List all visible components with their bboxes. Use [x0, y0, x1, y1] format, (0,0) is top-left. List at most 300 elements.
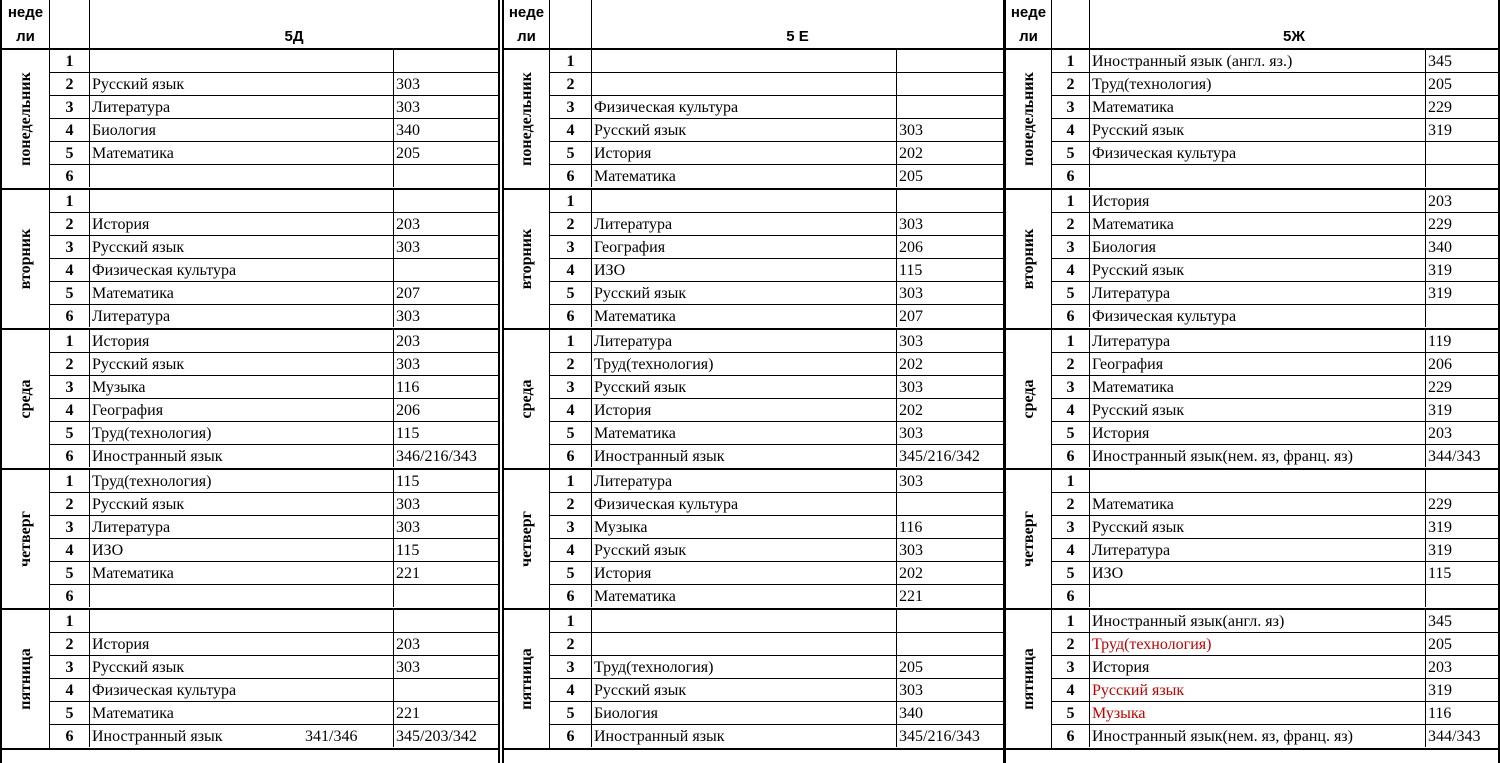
lesson-row: [50, 702, 498, 725]
lesson-room: 303: [899, 682, 923, 699]
lesson-number: 2: [550, 633, 592, 655]
lesson-subject: [592, 50, 897, 72]
lesson-subject: Иностранный язык(англ. яз): [1090, 610, 1426, 632]
lesson-subject: [592, 610, 897, 632]
lesson-row: [550, 96, 1003, 119]
weekday-name: вторник: [1019, 228, 1037, 290]
lesson-room: 229: [1428, 99, 1452, 116]
lesson-room: 116: [1428, 705, 1452, 722]
lesson-room: 116: [396, 379, 420, 396]
lesson-room: [897, 96, 1003, 118]
lesson-row: [1052, 399, 1498, 422]
lesson-subject: Литература: [592, 213, 897, 235]
lesson-number: 4: [550, 539, 592, 561]
weekday-label: [2, 470, 50, 608]
lesson-row: [550, 282, 1003, 305]
lesson-row: [1052, 165, 1498, 188]
lesson-row: [550, 585, 1003, 608]
lesson-row: [50, 470, 498, 493]
weekday-label: [2, 50, 50, 188]
lesson-room: 205: [899, 168, 923, 185]
weekday-name: пятница: [517, 648, 535, 710]
lesson-number: 4: [1052, 399, 1090, 421]
lesson-number: 3: [1052, 376, 1090, 398]
lesson-room: 115: [899, 262, 923, 279]
lesson-subject: [90, 165, 394, 187]
lesson-row: [50, 562, 498, 585]
lesson-room: 202: [899, 565, 923, 582]
lesson-number: 6: [550, 725, 592, 747]
lesson-subject: Русский язык: [90, 493, 394, 515]
lesson-subject: Математика: [592, 165, 897, 187]
lesson-number: 4: [1052, 679, 1090, 701]
lesson-row: [550, 562, 1003, 585]
lesson-subject: История: [1090, 656, 1426, 678]
lesson-row: [1052, 282, 1498, 305]
days-column-header-line: ли: [517, 28, 536, 45]
lesson-number: 6: [50, 585, 90, 607]
lesson-room: 203: [1428, 659, 1452, 676]
lesson-number: 3: [550, 376, 592, 398]
day-group: [1006, 50, 1498, 190]
lesson-number: 1: [50, 50, 90, 72]
lesson-subject: Труд(технология): [592, 353, 897, 375]
lesson-subject: Труд(технология): [1090, 73, 1426, 95]
weekday-label: [2, 610, 50, 748]
lesson-room: 229: [1428, 496, 1452, 513]
lesson-row: [50, 259, 498, 282]
lesson-number: 1: [550, 610, 592, 632]
lesson-row: [50, 633, 498, 656]
lesson-room: 303: [396, 659, 420, 676]
lesson-subject: Физическая культура: [90, 259, 394, 281]
lesson-room: 319: [1428, 122, 1452, 139]
lesson-number: 1: [1052, 330, 1090, 352]
lesson-room: 303: [899, 542, 923, 559]
lesson-row: [1052, 679, 1498, 702]
lesson-number: 3: [50, 376, 90, 398]
lesson-room: [1426, 142, 1498, 164]
lesson-number: 1: [550, 330, 592, 352]
lesson-number: 2: [1052, 213, 1090, 235]
lesson-subject: Иностранный язык: [592, 725, 897, 747]
lesson-number: 1: [550, 190, 592, 212]
lesson-row: [1052, 376, 1498, 399]
lesson-number: 6: [50, 305, 90, 327]
lesson-number: 5: [550, 422, 592, 444]
weekday-label: [504, 50, 550, 188]
lesson-number: 6: [1052, 725, 1090, 747]
lesson-number: 3: [1052, 656, 1090, 678]
lesson-row: [1052, 330, 1498, 353]
lesson-row: [1052, 633, 1498, 656]
lesson-row: [550, 142, 1003, 165]
lesson-row: [550, 119, 1003, 142]
lesson-number: 6: [1052, 165, 1090, 187]
weekday-label: [504, 190, 550, 328]
lesson-number: 2: [1052, 633, 1090, 655]
lesson-subject: Биология: [592, 702, 897, 724]
days-column-header-line: ли: [16, 28, 35, 45]
lesson-row: [550, 702, 1003, 725]
lesson-room: 319: [1428, 682, 1452, 699]
lesson-subject: ИЗО: [90, 539, 394, 561]
class-name-header: 5Д: [90, 0, 498, 50]
lesson-number: 4: [1052, 259, 1090, 281]
day-group: [1006, 330, 1498, 470]
lesson-number: 2: [550, 73, 592, 95]
lesson-row: [1052, 353, 1498, 376]
lesson-number: 2: [550, 213, 592, 235]
lesson-number: 6: [50, 165, 90, 187]
lesson-number: 2: [50, 633, 90, 655]
lesson-subject: Физическая культура: [592, 493, 897, 515]
lesson-subject: Математика: [90, 702, 394, 724]
lesson-subject: История: [592, 142, 897, 164]
lesson-row: [550, 50, 1003, 73]
weekday-name: пятница: [1019, 648, 1037, 710]
lesson-room: 206: [396, 402, 420, 419]
weekday-name: четверг: [16, 511, 34, 567]
lesson-row: [50, 610, 498, 633]
lesson-row: [1052, 516, 1498, 539]
lesson-room: 207: [396, 285, 420, 302]
lesson-number: 3: [50, 236, 90, 258]
lesson-room: 345/203/342: [396, 728, 477, 745]
class-block: [502, 0, 1005, 763]
lesson-row: [1052, 539, 1498, 562]
lesson-number: 4: [550, 679, 592, 701]
lesson-row: [550, 73, 1003, 96]
lesson-subject: Литература: [592, 330, 897, 352]
lesson-subject: [90, 610, 394, 632]
weekday-label: [1006, 470, 1052, 608]
weekday-label: [1006, 330, 1052, 468]
lesson-room: [897, 610, 1003, 632]
lesson-row: [1052, 305, 1498, 328]
lesson-number: 4: [50, 259, 90, 281]
lesson-subject: Русский язык: [1090, 399, 1426, 421]
lesson-number-header: [50, 0, 90, 50]
days-column-header: [1006, 0, 1052, 50]
lesson-number: 2: [550, 353, 592, 375]
weekday-name: четверг: [1019, 511, 1037, 567]
lesson-room: 205: [396, 145, 420, 162]
lesson-room: [1426, 470, 1498, 492]
lesson-number: 5: [50, 142, 90, 164]
lesson-room: 303: [899, 425, 923, 442]
lesson-number: 6: [1052, 445, 1090, 467]
lesson-subject: ИЗО: [1090, 562, 1426, 584]
lesson-subject: Русский язык: [1090, 119, 1426, 141]
lesson-room: 203: [396, 636, 420, 653]
day-group: [504, 50, 1003, 190]
lesson-room: 115: [396, 542, 420, 559]
lesson-subject: Литература: [1090, 282, 1426, 304]
lesson-subject: Музыка: [90, 376, 394, 398]
lesson-number: 5: [50, 562, 90, 584]
lesson-subject: История: [90, 213, 394, 235]
lesson-room: 229: [1428, 379, 1452, 396]
day-group: [2, 330, 498, 470]
days-column-header-line: неде: [7, 4, 44, 21]
lesson-row: [50, 96, 498, 119]
lesson-row: [550, 725, 1003, 748]
lesson-number: 3: [50, 96, 90, 118]
weekday-label: [2, 330, 50, 468]
weekday-name: вторник: [517, 228, 535, 290]
lesson-row: [50, 445, 498, 468]
lesson-subject: Русский язык: [90, 236, 394, 258]
lesson-room: 203: [1428, 425, 1452, 442]
lesson-subject: Труд(технология): [90, 422, 394, 444]
weekday-name: понедельник: [1019, 72, 1037, 166]
day-group: [1006, 470, 1498, 610]
weekday-label: [504, 330, 550, 468]
lesson-subject: Русский язык: [592, 679, 897, 701]
lesson-subject: Математика: [90, 282, 394, 304]
lesson-subject: Русский язык: [592, 282, 897, 304]
lesson-subject: Математика: [592, 585, 897, 607]
lesson-room: 202: [899, 356, 923, 373]
lesson-room: 119: [1428, 333, 1452, 350]
lesson-room: [1426, 305, 1498, 327]
lesson-row: [550, 633, 1003, 656]
lesson-subject: Литература: [90, 305, 394, 327]
lesson-number: 2: [1052, 353, 1090, 375]
lesson-row: [550, 399, 1003, 422]
lesson-room: [1426, 165, 1498, 187]
lesson-subject: Литература: [592, 470, 897, 492]
weekday-label: [504, 610, 550, 748]
lesson-room: 303: [899, 379, 923, 396]
lesson-row: [1052, 562, 1498, 585]
lesson-number: 4: [50, 539, 90, 561]
lesson-number: 4: [550, 119, 592, 141]
lesson-subject: Иностранный язык: [592, 445, 897, 467]
lesson-number: 3: [1052, 96, 1090, 118]
lesson-row: [550, 236, 1003, 259]
lesson-row: [550, 445, 1003, 468]
lesson-row: [550, 259, 1003, 282]
lesson-number: 1: [550, 470, 592, 492]
lesson-row: [1052, 585, 1498, 608]
lesson-room: 344/343: [1428, 728, 1481, 745]
lesson-row: [50, 73, 498, 96]
lesson-row: [550, 493, 1003, 516]
lesson-row: [50, 376, 498, 399]
class-name-header: 5 Е: [592, 0, 1003, 50]
lesson-row: [1052, 470, 1498, 493]
lesson-subject: Физическая культура: [592, 96, 897, 118]
lesson-room: 340: [396, 122, 420, 139]
lesson-number: 3: [50, 656, 90, 678]
lesson-number: 6: [50, 445, 90, 467]
lesson-subject: Литература: [90, 516, 394, 538]
lesson-room: 206: [899, 239, 923, 256]
lesson-room: 345/216/342: [899, 448, 980, 465]
lesson-row: [1052, 96, 1498, 119]
lesson-row: [1052, 119, 1498, 142]
lesson-subject: Русский язык: [1090, 516, 1426, 538]
lesson-room: 340: [899, 705, 923, 722]
lesson-number: 2: [50, 213, 90, 235]
weekday-name: среда: [16, 379, 34, 419]
lesson-room: 303: [899, 333, 923, 350]
lesson-row: [1052, 610, 1498, 633]
lesson-row: [550, 470, 1003, 493]
lesson-row: [1052, 259, 1498, 282]
lesson-row: [50, 493, 498, 516]
class-name-header: 5Ж: [1090, 0, 1498, 50]
lesson-row: [1052, 50, 1498, 73]
lesson-subject: Иностранный язык (англ. яз.): [1090, 50, 1426, 72]
lesson-number: 4: [50, 679, 90, 701]
lesson-number: 5: [1052, 702, 1090, 724]
day-group: [1006, 190, 1498, 330]
lesson-room: 303: [396, 356, 420, 373]
lesson-number: 2: [1052, 493, 1090, 515]
lesson-room: 205: [899, 659, 923, 676]
lesson-row: [1052, 702, 1498, 725]
lesson-room: 319: [1428, 402, 1452, 419]
lesson-number: 5: [50, 702, 90, 724]
lesson-subject: Математика: [90, 142, 394, 164]
lesson-subject: Музыка: [592, 516, 897, 538]
lesson-room: [897, 633, 1003, 655]
lesson-subject: [1090, 585, 1426, 607]
weekday-label: [2, 190, 50, 328]
lesson-row: [1052, 445, 1498, 468]
weekday-name: четверг: [517, 511, 535, 567]
lesson-row: [50, 516, 498, 539]
lesson-room: [897, 190, 1003, 212]
lesson-subject: Русский язык: [90, 353, 394, 375]
lesson-number: 1: [50, 470, 90, 492]
lesson-number-header: [1052, 0, 1090, 50]
lesson-number: 2: [50, 493, 90, 515]
lesson-subject: [90, 585, 394, 607]
lesson-room: 116: [899, 519, 923, 536]
lesson-extra-room: 341/346: [305, 728, 358, 745]
lesson-room: 115: [396, 473, 420, 490]
lesson-row: [50, 213, 498, 236]
lesson-room: 319: [1428, 262, 1452, 279]
lesson-row: [50, 585, 498, 608]
lesson-room: 340: [1428, 239, 1452, 256]
weekday-label: [1006, 50, 1052, 188]
lesson-row: [1052, 493, 1498, 516]
lesson-room: 303: [899, 122, 923, 139]
lesson-room: 221: [396, 705, 420, 722]
lesson-row: [1052, 656, 1498, 679]
lesson-number: 6: [50, 725, 90, 747]
lesson-number: 1: [1052, 470, 1090, 492]
lesson-subject: [1090, 165, 1426, 187]
lesson-number: 4: [50, 119, 90, 141]
lesson-subject: География: [90, 399, 394, 421]
weekday-name: понедельник: [517, 72, 535, 166]
lesson-room: [394, 585, 498, 607]
class-block: [1004, 0, 1500, 763]
lesson-room: [394, 610, 498, 632]
lesson-number: 5: [1052, 282, 1090, 304]
lesson-row: [550, 213, 1003, 236]
lesson-row: [550, 516, 1003, 539]
lesson-number: 5: [1052, 422, 1090, 444]
lesson-number: 3: [550, 656, 592, 678]
lesson-subject: География: [1090, 353, 1426, 375]
weekday-name: вторник: [16, 228, 34, 290]
lesson-room: [394, 679, 498, 701]
lesson-subject: [592, 190, 897, 212]
lesson-row: [50, 679, 498, 702]
lesson-number: 3: [550, 236, 592, 258]
lesson-subject: Русский язык: [592, 376, 897, 398]
lesson-row: [550, 376, 1003, 399]
lesson-row: [50, 50, 498, 73]
lesson-subject: Иностранный язык(нем. яз, франц. яз): [1090, 725, 1426, 747]
lesson-subject: Математика: [1090, 493, 1426, 515]
lesson-number: 4: [550, 399, 592, 421]
lesson-subject: Труд(технология): [90, 470, 394, 492]
days-column-header: [2, 0, 50, 50]
lesson-room: 206: [1428, 356, 1452, 373]
lesson-subject: Математика: [592, 422, 897, 444]
day-group: [2, 190, 498, 330]
lesson-subject: [1090, 470, 1426, 492]
lesson-row: [550, 305, 1003, 328]
lesson-row: [50, 539, 498, 562]
lesson-subject: [90, 190, 394, 212]
lesson-number: 1: [1052, 190, 1090, 212]
lesson-number: 3: [50, 516, 90, 538]
lesson-number: 5: [50, 282, 90, 304]
lesson-room: 202: [899, 402, 923, 419]
lesson-row: [1052, 236, 1498, 259]
lesson-subject: Математика: [90, 562, 394, 584]
lesson-subject: Русский язык: [1090, 259, 1426, 281]
weekday-name: среда: [517, 379, 535, 419]
lesson-subject: Русский язык: [1090, 679, 1426, 701]
lesson-row: [50, 305, 498, 328]
lesson-room: 221: [899, 588, 923, 605]
lesson-subject: История: [90, 330, 394, 352]
lesson-subject: Русский язык: [90, 73, 394, 95]
lesson-row: [50, 282, 498, 305]
lesson-number: 6: [550, 445, 592, 467]
lesson-room: 203: [1428, 193, 1452, 210]
lesson-row: [50, 142, 498, 165]
lesson-row: [550, 330, 1003, 353]
lesson-room: 303: [396, 496, 420, 513]
lesson-row: [550, 679, 1003, 702]
lesson-subject: Математика: [592, 305, 897, 327]
lesson-room: [394, 190, 498, 212]
lesson-number: 2: [1052, 73, 1090, 95]
lesson-room: 205: [1428, 76, 1452, 93]
weekday-name: среда: [1019, 379, 1037, 419]
lesson-number: 3: [1052, 236, 1090, 258]
lesson-room: [394, 165, 498, 187]
lesson-row: [1052, 213, 1498, 236]
lesson-number: 4: [550, 259, 592, 281]
weekday-name: понедельник: [16, 72, 34, 166]
class-block: [0, 0, 500, 763]
lesson-number: 2: [50, 73, 90, 95]
lesson-row: [50, 656, 498, 679]
lesson-room: 345: [1428, 53, 1452, 70]
